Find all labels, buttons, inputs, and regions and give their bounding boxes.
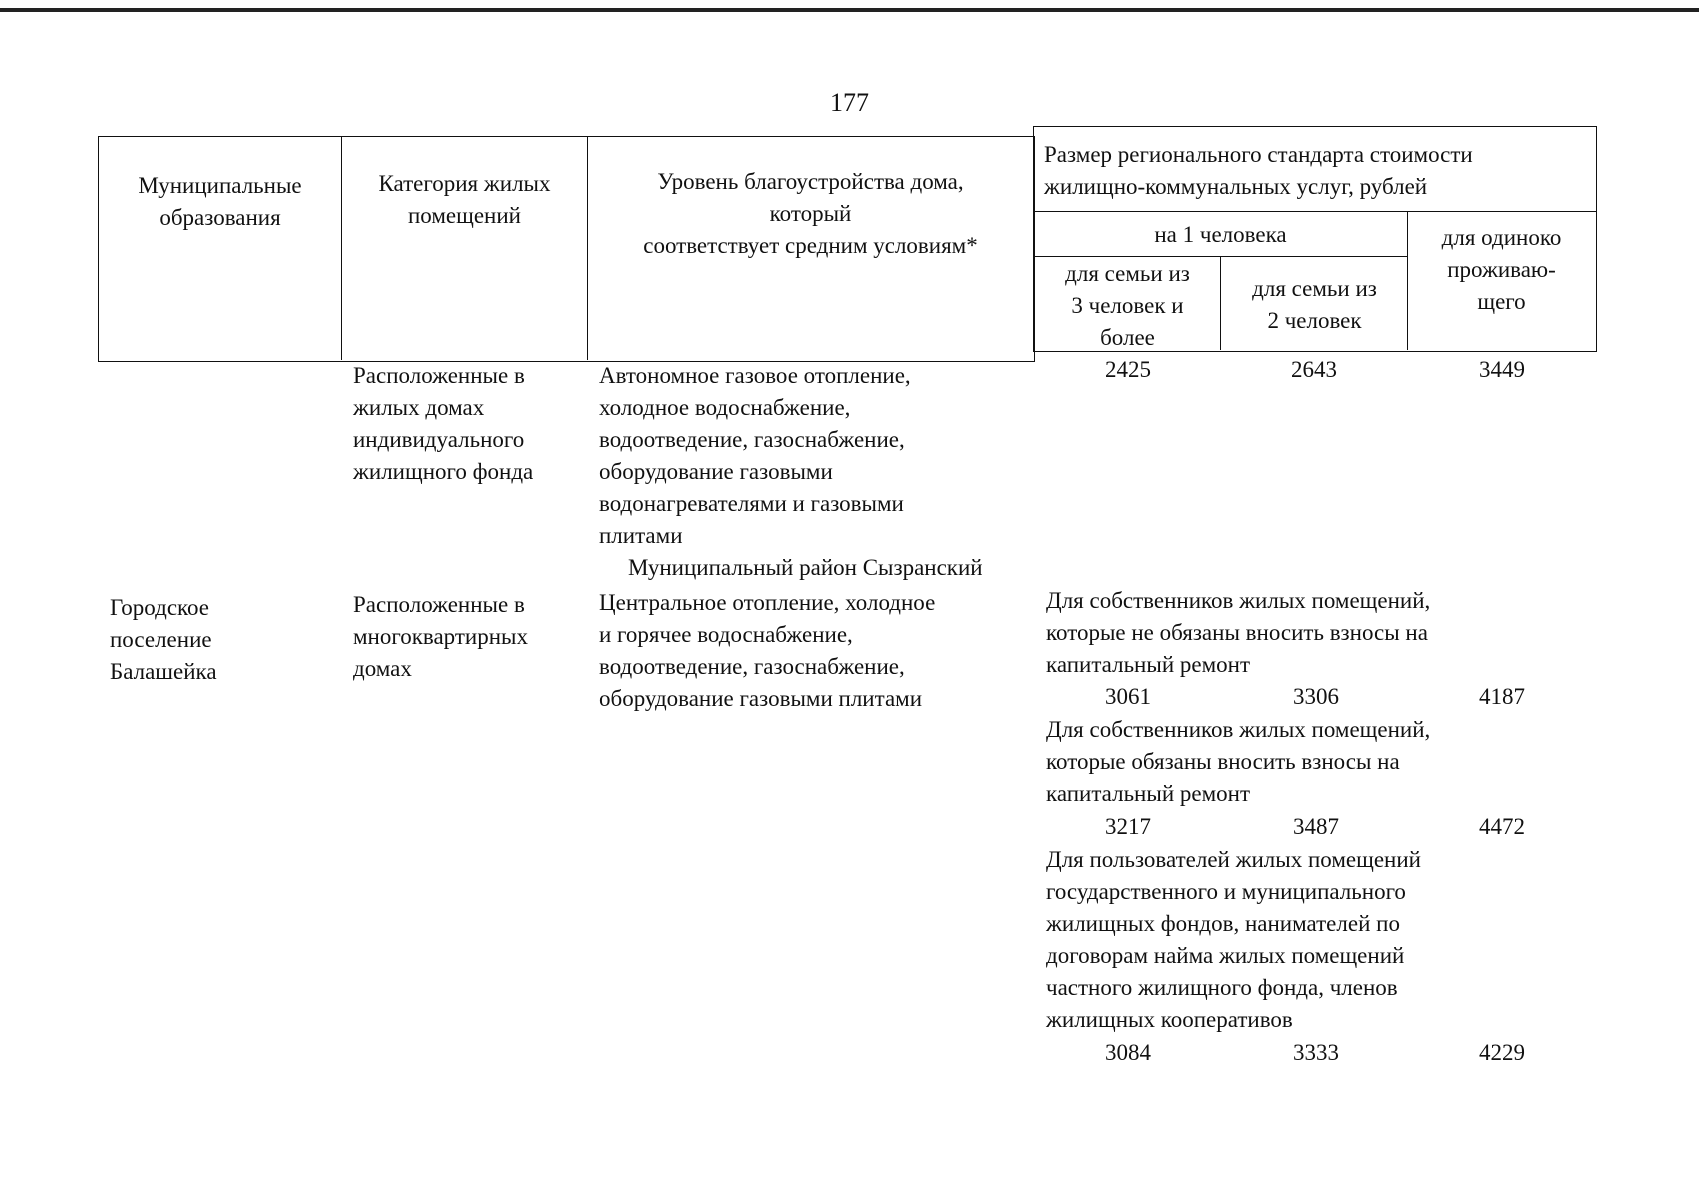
row2-level: Центральное отопление, холодное и горячее водоснабжение, водоотведение, газоснабжение, оборудование газовыми плитами [599, 590, 936, 711]
group2-value-family3: 3217 [1105, 814, 1151, 839]
header-divider-h1 [1034, 211, 1596, 212]
group3-label: Для пользователей жилых помещений государственного и муниципального жилищных фондов, нанимателей по договорам найма жилых помещений частного жилищного фонда, членов жилищных кооперативов [1046, 847, 1421, 1032]
header-standard-size: Размер регионального стандарта стоимости жилищно-коммунальных услуг, рублей [1044, 142, 1473, 199]
header-divider-2 [587, 136, 588, 360]
header-municipalities: Муниципальные образования [138, 173, 302, 230]
group2-value-family2: 3487 [1293, 814, 1339, 839]
header-divider-1 [341, 136, 342, 360]
page-number: 177 [830, 88, 869, 117]
group3-value-single: 4229 [1479, 1040, 1525, 1065]
header-family-2: для семьи из 2 человек [1252, 276, 1377, 333]
scan-edge-line [0, 8, 1699, 12]
group3-value-family2: 3333 [1293, 1040, 1339, 1065]
header-single: для одиноко проживаю- щего [1441, 225, 1562, 314]
group3-value-family3: 3084 [1105, 1040, 1151, 1065]
header-per-person: на 1 человека [1154, 222, 1287, 247]
group1-value-single: 4187 [1479, 684, 1525, 709]
group2-value-single: 4472 [1479, 814, 1525, 839]
group1-value-family3: 3061 [1105, 684, 1151, 709]
group1-value-family2: 3306 [1293, 684, 1339, 709]
group1-label: Для собственников жилых помещений, которые не обязаны вносить взносы на капитальный ремонт [1046, 588, 1431, 677]
row1-level: Автономное газовое отопление, холодное водоснабжение, водоотведение, газоснабжение, оборудование газовыми водонагревателями и газовыми плитами [599, 363, 911, 548]
district-heading: Муниципальный район Сызранский [628, 555, 983, 580]
header-family-3: для семьи из 3 человек и более [1065, 261, 1190, 350]
row1-value-family3: 2425 [1105, 357, 1151, 382]
row2-municipality: Городское поселение Балашейка [110, 595, 217, 684]
header-comfort-level: Уровень благоустройства дома, который соответствует средним условиям* [643, 169, 978, 258]
header-divider-4 [1220, 256, 1221, 350]
header-category: Категория жилых помещений [378, 171, 551, 228]
row1-value-family2: 2643 [1291, 357, 1337, 382]
row1-category: Расположенные в жилых домах индивидуального жилищного фонда [353, 363, 534, 484]
group2-label: Для собственников жилых помещений, которые обязаны вносить взносы на капитальный ремонт [1046, 717, 1431, 806]
row2-category: Расположенные в многоквартирных домах [353, 592, 528, 681]
row1-value-single: 3449 [1479, 357, 1525, 382]
